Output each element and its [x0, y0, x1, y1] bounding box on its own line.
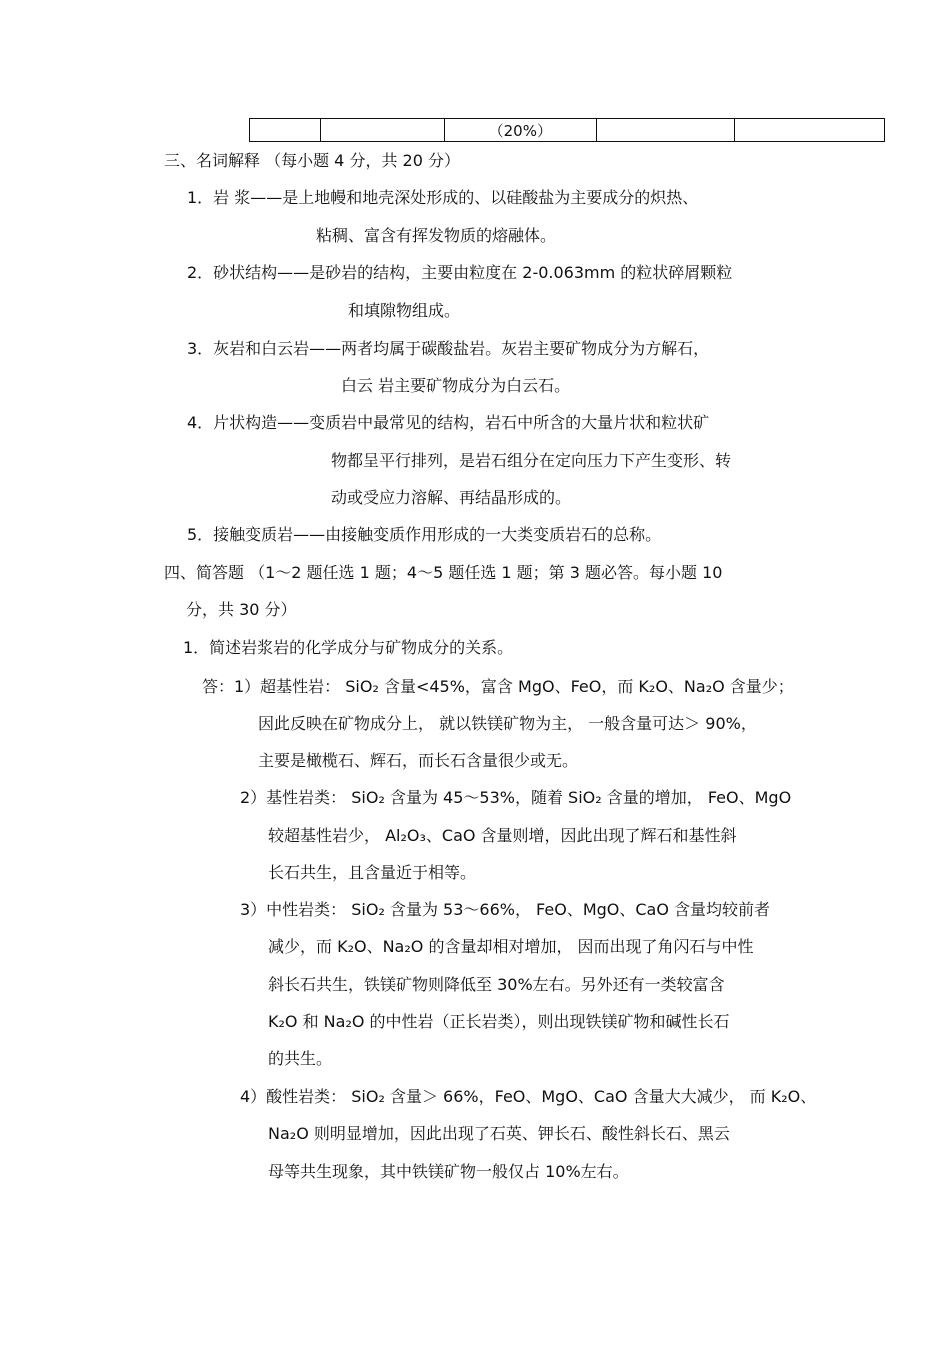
answer-3-line3: 斜长石共生，铁镁矿物则降低至 30%左右。另外还有一类较富含	[268, 975, 725, 994]
section3-heading: 三、名词解释 （每小题 4 分，共 20 分）	[164, 151, 460, 170]
answer-2-line2: 较超基性岩少， Al₂O₃、CaO 含量则增，因此出现了辉石和基性斜	[268, 826, 737, 845]
section4-heading-cont: 分，共 30 分）	[186, 600, 297, 619]
answer-3-line5: 的共生。	[268, 1049, 333, 1068]
answer-2-line3: 长石共生，且含量近于相等。	[268, 863, 477, 882]
answer-3-line2: 减少，而 K₂O、Na₂O 的含量却相对增加， 因而出现了角闪石与中性	[268, 937, 754, 956]
table-cell: （20%）	[444, 119, 596, 142]
answer-4-line2: Na₂O 则明显增加，因此出现了石英、钾长石、酸性斜长石、黑云	[268, 1124, 730, 1143]
table-cell	[320, 119, 444, 142]
term-3-line1: 3．灰岩和白云岩——两者均属于碳酸盐岩。灰岩主要矿物成分为方解石，	[187, 339, 710, 358]
term-1-line2: 粘稠、富含有挥发物质的熔融体。	[316, 226, 557, 245]
answer-4-line1: 4）酸性岩类： SiO₂ 含量＞ 66%，FeO、MgO、CaO 含量大大减少， 而 K₂O、	[240, 1087, 817, 1106]
answer-1-line1: 答：1）超基性岩： SiO₂ 含量<45%，富含 MgO、FeO，而 K₂O、Na₂O 含量少；	[202, 677, 794, 696]
answer-1-line2: 因此反映在矿物成分上， 就以铁镁矿物为主， 一般含量可达＞ 90%，	[258, 714, 757, 733]
section4-heading: 四、简答题 （1～2 题任选 1 题；4～5 题任选 1 题；第 3 题必答。每小题 10	[164, 563, 723, 582]
table-cell	[735, 119, 885, 142]
term-5-line1: 5．接触变质岩——由接触变质作用形成的一大类变质岩石的总称。	[187, 525, 662, 544]
table-row	[250, 119, 885, 142]
answer-3-line1: 3）中性岩类： SiO₂ 含量为 53～66%， FeO、MgO、CaO 含量均较前者	[240, 900, 771, 919]
term-4-line2: 物都呈平行排列，是岩石组分在定向压力下产生变形、转	[331, 451, 732, 470]
table-cell	[250, 119, 321, 142]
term-2-line1: 2．砂状结构——是砂岩的结构，主要由粒度在 2-0.063mm 的粒状碎屑颗粒	[187, 263, 733, 282]
answer-4-line3: 母等共生现象，其中铁镁矿物一般仅占 10%左右。	[268, 1162, 629, 1181]
table-cell	[597, 119, 735, 142]
answer-1-line3: 主要是橄榄石、辉石，而长石含量很少或无。	[258, 751, 579, 770]
term-3-line2: 白云 岩主要矿物成分为白云石。	[341, 376, 571, 395]
answer-3-line4: K₂O 和 Na₂O 的中性岩（正长岩类），则出现铁镁矿物和碱性长石	[268, 1012, 730, 1031]
term-4-line3: 动或受应力溶解、再结晶形成的。	[331, 488, 572, 507]
question-1: 1．简述岩浆岩的化学成分与矿物成分的关系。	[183, 638, 514, 657]
term-2-line2: 和填隙物组成。	[348, 301, 461, 320]
term-1-line1: 1．岩 浆——是上地幔和地壳深处形成的、以硅酸盐为主要成分的炽热、	[187, 188, 699, 207]
term-4-line1: 4．片状构造——变质岩中最常见的结构，岩石中所含的大量片状和粒状矿	[187, 413, 710, 432]
score-table-row	[249, 118, 885, 142]
answer-2-line1: 2）基性岩类： SiO₂ 含量为 45～53%，随着 SiO₂ 含量的增加， FeO、MgO	[240, 788, 792, 807]
